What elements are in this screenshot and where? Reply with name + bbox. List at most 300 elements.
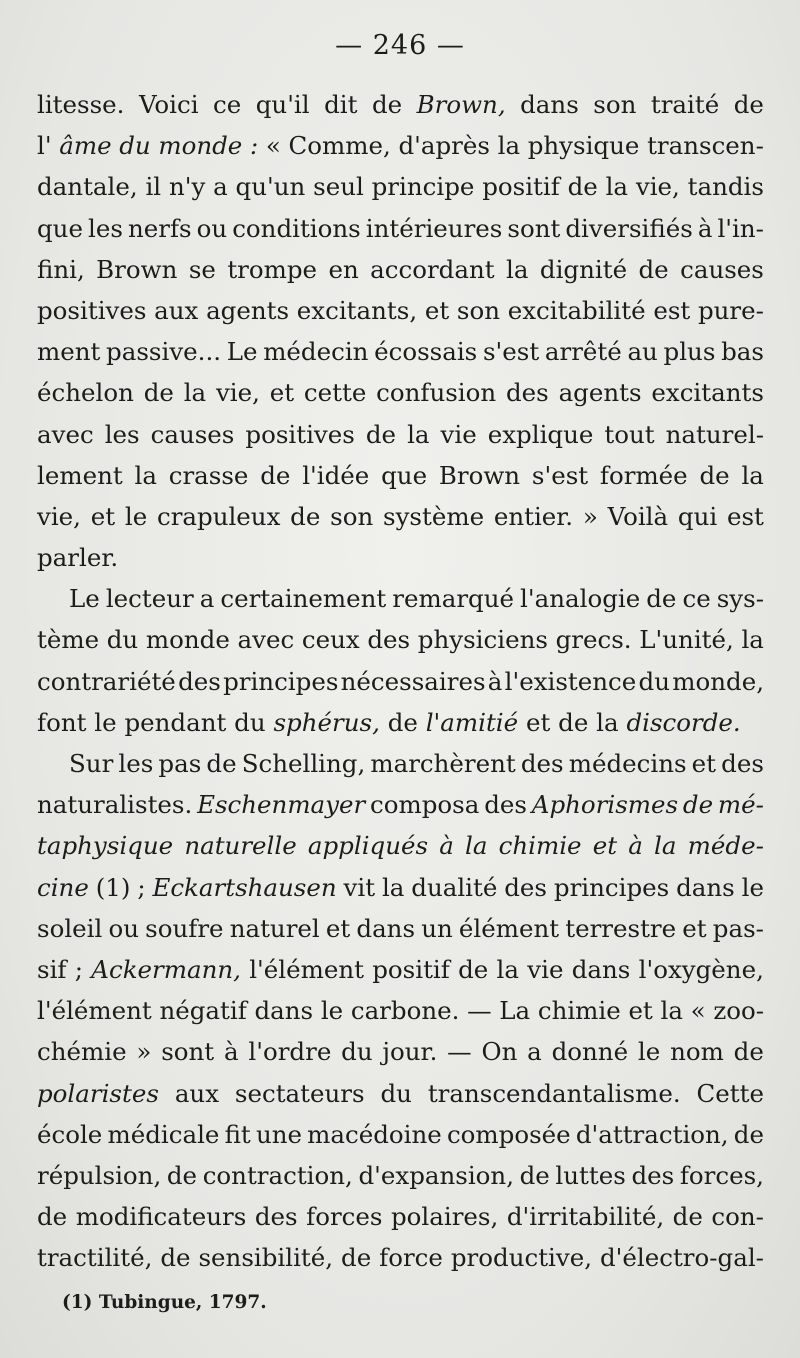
word: école bbox=[37, 1119, 103, 1149]
word: fini, bbox=[37, 254, 85, 284]
word: dans bbox=[676, 872, 735, 902]
italic-word: âme bbox=[59, 131, 112, 161]
word: positives bbox=[37, 295, 147, 325]
word: vie bbox=[440, 419, 477, 449]
word: vie, bbox=[215, 378, 260, 408]
word: le bbox=[320, 996, 344, 1026]
word: causes bbox=[680, 254, 764, 284]
word: ce bbox=[213, 90, 242, 119]
word: diversifiés bbox=[565, 213, 693, 243]
word: de bbox=[558, 707, 589, 737]
text-line bbox=[37, 249, 764, 290]
italic-word: taphysique bbox=[37, 831, 174, 861]
word: d'après bbox=[398, 131, 490, 161]
italic-word: chimie bbox=[498, 831, 582, 861]
word: a bbox=[527, 1037, 542, 1067]
italic-word: cine bbox=[37, 872, 89, 902]
italic-word: et bbox=[592, 831, 618, 861]
word: nécessaires bbox=[340, 666, 486, 696]
word: aux bbox=[174, 1078, 220, 1108]
word: le bbox=[741, 872, 764, 902]
word: vie, bbox=[37, 501, 81, 531]
word: des bbox=[504, 872, 548, 902]
word: et bbox=[325, 913, 351, 943]
word: monde, bbox=[672, 666, 764, 696]
word: productive, bbox=[450, 1243, 593, 1273]
word: a bbox=[213, 172, 228, 202]
word: transcendantalisme. bbox=[427, 1078, 681, 1108]
word: Comme, bbox=[288, 131, 391, 161]
word: macédoine bbox=[307, 1119, 442, 1149]
word: l'oxygène, bbox=[638, 954, 764, 984]
word: zoo- bbox=[713, 996, 764, 1026]
word: médicale bbox=[107, 1119, 220, 1149]
word: Schelling, bbox=[241, 749, 366, 778]
text-line bbox=[37, 702, 764, 743]
word: soleil bbox=[37, 913, 103, 943]
word: ou bbox=[196, 213, 228, 243]
word: vie bbox=[527, 954, 564, 984]
text-line bbox=[37, 990, 764, 1031]
word: Le bbox=[69, 584, 100, 614]
word: qu'un bbox=[235, 172, 306, 202]
italic-word: méde- bbox=[687, 831, 764, 861]
word: le bbox=[637, 1037, 661, 1067]
word: positif bbox=[482, 172, 560, 202]
body-text bbox=[37, 84, 764, 1278]
word: la bbox=[506, 254, 529, 284]
word: Sur bbox=[69, 749, 114, 778]
word: tandis bbox=[687, 172, 764, 202]
word: que bbox=[37, 213, 83, 243]
word: le bbox=[94, 707, 117, 737]
word: de bbox=[371, 90, 403, 119]
italic-word: naturelle bbox=[184, 831, 297, 861]
word: pendant bbox=[124, 707, 227, 737]
word: Brown bbox=[96, 254, 178, 284]
word: L'unité, bbox=[639, 625, 734, 655]
word: ou bbox=[108, 913, 140, 943]
word: sensibilité, bbox=[198, 1243, 334, 1273]
word: de bbox=[387, 707, 418, 737]
word: médecin bbox=[263, 337, 369, 367]
word: les bbox=[118, 749, 154, 778]
word: cette bbox=[303, 378, 367, 408]
text-line bbox=[37, 619, 764, 660]
word: des bbox=[520, 749, 564, 778]
word: que bbox=[381, 460, 428, 490]
italic-word: mé- bbox=[717, 790, 764, 820]
word: ceux bbox=[301, 625, 360, 655]
word: pas bbox=[158, 749, 202, 778]
word: marchèrent bbox=[370, 749, 516, 778]
word: une bbox=[255, 1119, 302, 1149]
word: font bbox=[37, 707, 87, 737]
text-line bbox=[37, 331, 764, 372]
word: pure- bbox=[697, 295, 764, 325]
word: de bbox=[365, 419, 397, 449]
word: dans bbox=[520, 90, 579, 119]
word: qui bbox=[677, 501, 718, 531]
word: ; bbox=[137, 872, 146, 902]
word: dans bbox=[254, 996, 314, 1026]
italic-word: à bbox=[628, 831, 643, 861]
word: tout bbox=[604, 419, 655, 449]
word: le bbox=[124, 501, 148, 531]
word: remarqué bbox=[392, 584, 515, 614]
word: et bbox=[525, 707, 551, 737]
word: du bbox=[341, 1037, 373, 1067]
word: traité bbox=[650, 90, 720, 119]
word: de bbox=[206, 749, 237, 778]
word: écossais bbox=[374, 337, 478, 367]
word: au bbox=[627, 337, 658, 367]
word: parler. bbox=[37, 543, 119, 573]
italic-word: polaristes bbox=[37, 1078, 159, 1108]
word: composée bbox=[446, 1119, 571, 1149]
word: physique bbox=[527, 131, 640, 161]
word: n'y bbox=[168, 172, 206, 202]
word: — bbox=[467, 996, 492, 1026]
word: lement bbox=[37, 460, 123, 490]
word: sif bbox=[37, 954, 67, 984]
word: des bbox=[506, 378, 549, 408]
word: l'élément bbox=[249, 954, 364, 984]
italic-word: à bbox=[439, 831, 454, 861]
word: dans bbox=[356, 913, 416, 943]
word: crasse bbox=[168, 460, 249, 490]
word: ce bbox=[682, 584, 711, 614]
text-line bbox=[37, 166, 764, 207]
italic-word: Ackermann, bbox=[91, 954, 241, 984]
text-line bbox=[37, 125, 764, 166]
italic-word: : bbox=[249, 131, 259, 161]
text-line bbox=[37, 825, 764, 866]
word: contrariété bbox=[37, 666, 176, 696]
word: chimie bbox=[537, 996, 621, 1026]
word: un bbox=[421, 913, 453, 943]
word: sectateurs bbox=[234, 1078, 365, 1108]
word: son bbox=[593, 90, 637, 119]
word: soufre bbox=[145, 913, 224, 943]
word: Cette bbox=[696, 1078, 764, 1108]
text-line bbox=[37, 455, 764, 496]
word: dignité bbox=[539, 254, 628, 284]
word: du bbox=[638, 666, 670, 696]
word: de bbox=[458, 954, 489, 984]
word: d'irritabilité, bbox=[506, 1202, 665, 1232]
word: de bbox=[638, 254, 669, 284]
word: répulsion, bbox=[37, 1160, 162, 1190]
word: la bbox=[497, 131, 521, 161]
word: conditions bbox=[232, 213, 361, 243]
text-line bbox=[37, 949, 764, 990]
page-number: — 246 — bbox=[335, 30, 465, 61]
word: transcen- bbox=[647, 131, 764, 161]
word: la bbox=[741, 460, 764, 490]
word: arrêté bbox=[544, 337, 622, 367]
word: forces bbox=[306, 1202, 383, 1232]
word: de bbox=[160, 1243, 191, 1273]
text-line bbox=[37, 1196, 764, 1237]
word: trompe bbox=[227, 254, 318, 284]
word: et bbox=[628, 996, 653, 1026]
word: modificateurs bbox=[75, 1202, 247, 1232]
text-line bbox=[37, 372, 764, 413]
italic-word: sphérus, bbox=[273, 707, 380, 737]
word: à bbox=[223, 1037, 239, 1067]
word: s'est bbox=[482, 337, 540, 367]
word: principe bbox=[371, 172, 475, 202]
word: son bbox=[456, 295, 501, 325]
word: ; bbox=[74, 954, 84, 984]
word: jour. bbox=[382, 1037, 438, 1067]
word: à bbox=[487, 666, 503, 696]
word: sys- bbox=[716, 584, 764, 614]
word: il bbox=[145, 172, 162, 202]
word: en bbox=[328, 254, 359, 284]
word: naturalistes. bbox=[37, 790, 193, 820]
italic-word: appliqués bbox=[307, 831, 429, 861]
word: de bbox=[733, 1119, 764, 1149]
word: est bbox=[726, 501, 764, 531]
word: confusion bbox=[376, 378, 497, 408]
word: est bbox=[653, 295, 691, 325]
word: aux bbox=[154, 295, 199, 325]
word: a bbox=[199, 584, 215, 614]
text-line bbox=[37, 84, 764, 125]
word: naturel- bbox=[665, 419, 764, 449]
word: positif bbox=[372, 954, 450, 984]
word: force bbox=[379, 1243, 443, 1273]
word: négatif bbox=[159, 996, 247, 1026]
word: échelon bbox=[37, 378, 134, 408]
word: son bbox=[330, 501, 374, 531]
word: » bbox=[136, 1037, 152, 1067]
word: explique bbox=[487, 419, 594, 449]
word: de bbox=[733, 90, 764, 119]
word: de bbox=[567, 172, 598, 202]
word: tractilité, bbox=[37, 1243, 153, 1273]
italic-word: Aphorismes bbox=[531, 790, 679, 820]
word: Brown bbox=[438, 460, 521, 490]
word: monde bbox=[145, 625, 230, 655]
word: « bbox=[690, 996, 706, 1026]
text-line bbox=[37, 743, 764, 784]
word: l'idée bbox=[302, 460, 370, 490]
text-line bbox=[37, 208, 764, 249]
italic-word: monde bbox=[158, 131, 243, 161]
word: Le bbox=[226, 337, 258, 367]
word: de bbox=[519, 1160, 550, 1190]
word: la bbox=[407, 419, 430, 449]
word: naturel bbox=[229, 913, 320, 943]
word: fit bbox=[224, 1119, 251, 1149]
word: de bbox=[260, 460, 291, 490]
word: avec bbox=[37, 419, 94, 449]
word: d'attraction, bbox=[575, 1119, 729, 1149]
word: seul bbox=[313, 172, 364, 202]
word: On bbox=[481, 1037, 518, 1067]
word: crapuleux bbox=[156, 501, 281, 531]
word: se bbox=[188, 254, 216, 284]
italic-word: discorde. bbox=[626, 707, 741, 737]
word: litesse. bbox=[37, 90, 125, 119]
word: grecs. bbox=[555, 625, 632, 655]
word: dit bbox=[324, 90, 358, 119]
word: causes bbox=[150, 419, 235, 449]
word: qu'il bbox=[255, 90, 310, 119]
word: la bbox=[605, 172, 629, 202]
word: et bbox=[424, 295, 450, 325]
word: l'existence bbox=[504, 666, 637, 696]
text-line bbox=[37, 1031, 764, 1072]
word: contraction, bbox=[202, 1160, 353, 1190]
word: donné bbox=[551, 1037, 629, 1067]
word: et bbox=[269, 378, 295, 408]
word: des bbox=[178, 666, 221, 696]
word: la bbox=[660, 996, 683, 1026]
word: excitants, bbox=[296, 295, 418, 325]
text-line bbox=[37, 414, 764, 455]
word: à bbox=[697, 213, 713, 243]
word: agents bbox=[206, 295, 290, 325]
word: nom bbox=[670, 1037, 724, 1067]
text-line bbox=[37, 496, 764, 537]
word: (1) bbox=[95, 872, 131, 902]
word: les bbox=[104, 419, 140, 449]
italic-word: l'amitié bbox=[425, 707, 519, 737]
word: dans bbox=[571, 954, 631, 984]
word: excitabilité bbox=[507, 295, 646, 325]
italic-word: Eschenmayer bbox=[197, 790, 366, 820]
word: certainement bbox=[220, 584, 387, 614]
italic-word: la bbox=[465, 831, 488, 861]
italic-word: du bbox=[119, 131, 151, 161]
word: de bbox=[699, 460, 730, 490]
word: des bbox=[631, 1160, 675, 1190]
word: composa bbox=[370, 790, 480, 820]
word: l'élément bbox=[37, 996, 152, 1026]
word: et bbox=[691, 749, 717, 778]
word: la bbox=[496, 954, 519, 984]
word: sont bbox=[507, 213, 561, 243]
word: luttes bbox=[555, 1160, 626, 1190]
word: forces, bbox=[679, 1160, 764, 1190]
word: avec bbox=[237, 625, 295, 655]
word: et bbox=[682, 913, 707, 943]
word: sont bbox=[161, 1037, 215, 1067]
word: chémie bbox=[37, 1037, 127, 1067]
word: d'électro-gal- bbox=[599, 1243, 764, 1273]
word: vie, bbox=[635, 172, 680, 202]
word: La bbox=[499, 996, 531, 1026]
word: la bbox=[741, 625, 764, 655]
word: terrestre bbox=[565, 913, 677, 943]
word: la bbox=[183, 378, 207, 408]
word: physiciens bbox=[417, 625, 548, 655]
word: de bbox=[733, 1037, 764, 1067]
word: vit bbox=[343, 872, 376, 902]
word: l'analogie bbox=[520, 584, 641, 614]
italic-word: Brown, bbox=[416, 90, 506, 119]
word: la bbox=[134, 460, 157, 490]
word: des bbox=[484, 790, 527, 820]
word: des bbox=[367, 625, 411, 655]
text-line bbox=[37, 1114, 764, 1155]
text-line bbox=[37, 578, 764, 619]
word: lecteur bbox=[105, 584, 194, 614]
text-line bbox=[37, 1073, 764, 1114]
text-line bbox=[37, 661, 764, 702]
text-line bbox=[37, 537, 764, 578]
word: de bbox=[290, 501, 321, 531]
word: « bbox=[265, 131, 281, 161]
word: l'in- bbox=[717, 213, 764, 243]
word: passive... bbox=[106, 337, 222, 367]
italic-word: de bbox=[682, 790, 714, 820]
word: formée bbox=[599, 460, 688, 490]
word: » bbox=[582, 501, 598, 531]
word: nerfs bbox=[127, 213, 192, 243]
word: les bbox=[88, 213, 123, 243]
italic-word: Eckartshausen bbox=[152, 872, 337, 902]
word: dualité bbox=[411, 872, 498, 902]
text-line bbox=[37, 908, 764, 949]
word: des bbox=[721, 749, 764, 778]
italic-word: la bbox=[654, 831, 677, 861]
text-line bbox=[37, 290, 764, 331]
word: du bbox=[234, 707, 266, 737]
text-line bbox=[37, 1237, 764, 1278]
word: la bbox=[596, 707, 619, 737]
word: médecins bbox=[568, 749, 687, 778]
word: de bbox=[672, 1202, 703, 1232]
word: des bbox=[254, 1202, 298, 1232]
word: de bbox=[646, 584, 677, 614]
word: principes bbox=[223, 666, 339, 696]
word: la bbox=[381, 872, 405, 902]
word: du bbox=[106, 625, 139, 655]
word: bas bbox=[721, 337, 764, 367]
word: du bbox=[380, 1078, 412, 1108]
word: s'est bbox=[531, 460, 589, 490]
text-line bbox=[37, 784, 764, 825]
word: l'ordre bbox=[248, 1037, 332, 1067]
word: entier. bbox=[493, 501, 574, 531]
word: système bbox=[383, 501, 485, 531]
word: carbone. bbox=[350, 996, 460, 1026]
word: de bbox=[166, 1160, 198, 1190]
text-line bbox=[37, 867, 764, 908]
footnote: (1) Tubingue, 1797. bbox=[62, 1292, 267, 1313]
word: tème bbox=[37, 625, 100, 655]
word: d'expansion, bbox=[358, 1160, 514, 1190]
word: accordant bbox=[370, 254, 495, 284]
word: — bbox=[447, 1037, 472, 1067]
word: l' bbox=[37, 131, 52, 161]
text-line bbox=[37, 1155, 764, 1196]
word: positives bbox=[245, 419, 355, 449]
word: agents bbox=[558, 378, 642, 408]
word: Voilà bbox=[607, 501, 669, 531]
word: ment bbox=[37, 337, 101, 367]
word: de bbox=[37, 1202, 68, 1232]
word: dantale, bbox=[37, 172, 138, 202]
word: et bbox=[90, 501, 116, 531]
word: de bbox=[143, 378, 174, 408]
word: élément bbox=[458, 913, 560, 943]
